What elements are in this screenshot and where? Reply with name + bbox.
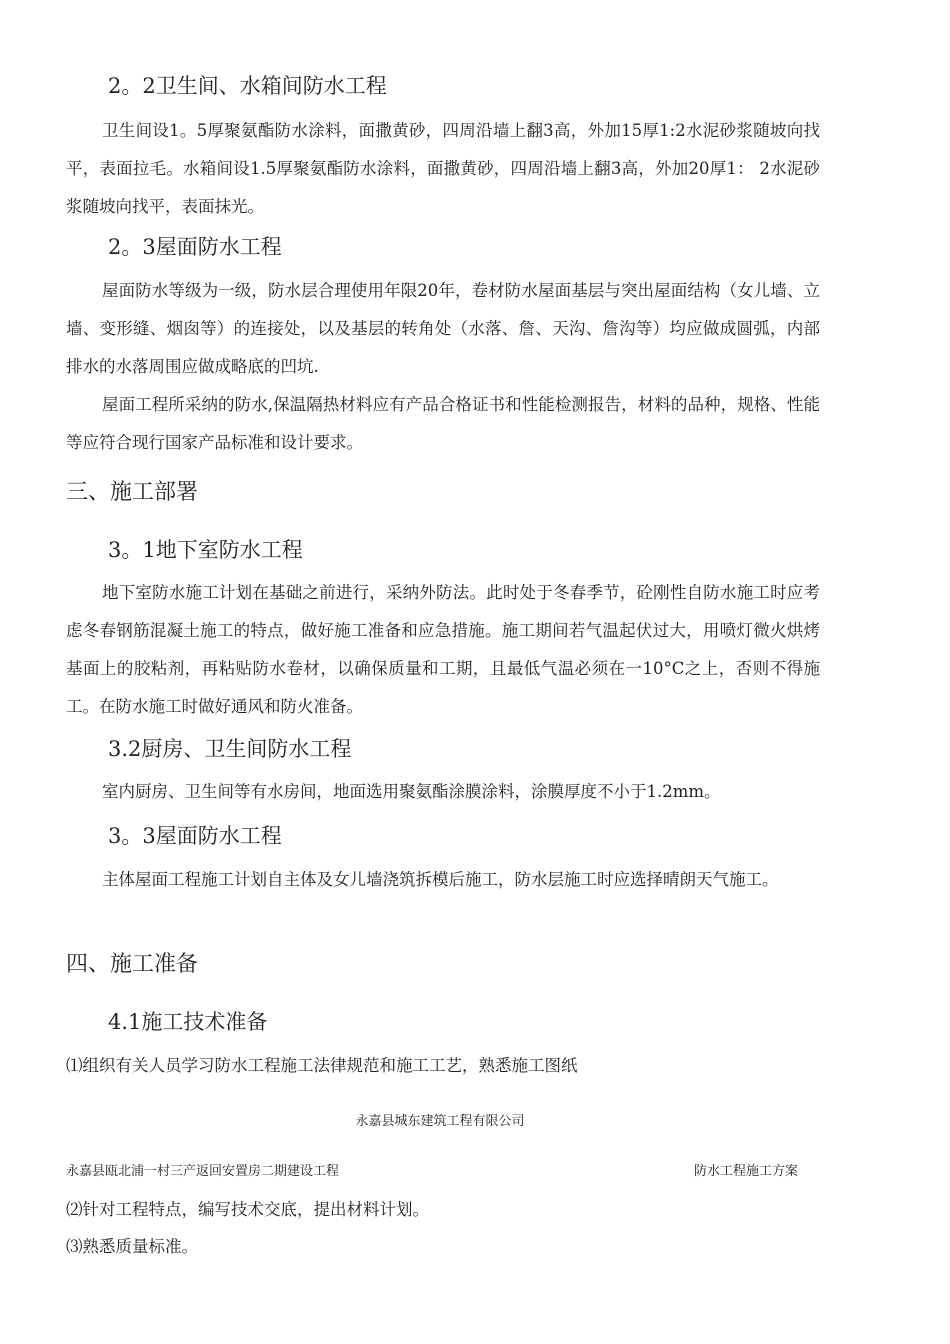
section-4-1-item-2: ⑵针对工程特点，编写技术交底，提出材料计划。 [66,1200,429,1219]
section-2-3-body-1: 屋面防水等级为一级，防水层合理使用年限20年，卷材防水屋面基层与突出屋面结构（女儿墙、立墙、变形缝、烟囱等）的连接处，以及基层的转角处（水落、詹、天沟、詹沟等）均应做成圆弧，内部排水的水落周围应做成略底的凹坑. [66,281,820,376]
section-2-3-body-2: 屋面工程所采纳的防水,保温隔热材料应有产品合格证书和性能检测报告，材料的品种，规格、性能等应符合现行国家产品标准和设计要求。 [66,395,820,452]
section-2-2-body: 卫生间设1。5厚聚氨酯防水涂料，面撒黄砂，四周沿墙上翻3高，外加15厚1:2水泥砂浆随坡向找平，表面拉毛。水箱间设1.5厚聚氨酯防水涂料，面撒黄砂，四周沿墙上翻3高，外加20厚1： 2水泥砂浆随坡向找平，表面抹光。 [66,121,820,216]
section-3-1-body: 地下室防水施工计划在基础之前进行，采纳外防法。此时处于冬春季节，砼刚性自防水施工时应考虑冬春钢筋混凝土施工的特点，做好施工准备和应急措施。施工期间若气温起伏过大，用喷灯微火烘烤基面上的胶粘剂，再粘贴防水卷材，以确保质量和工期，且最低气温必须在一10°C之上，否则不得施工。在防水施工时做好通风和防火准备。 [66,583,820,716]
section-4-1-title: 4.1施工技术准备 [108,1010,268,1034]
section-4-title: 四、施工准备 [66,952,199,977]
section-3-3-body: 主体屋面工程施工计划自主体及女儿墙浇筑拆模后施工，防水层施工时应选择晴朗天气施工。 [102,870,779,889]
section-4-1-item-3: ⑶熟悉质量标准。 [66,1237,198,1256]
section-2-3-title: 2。3屋面防水工程 [108,235,282,259]
section-3-1-title: 3。1地下室防水工程 [108,538,303,562]
section-3-2-body: 室内厨房、卫生间等有水房间，地面选用聚氨酯涂膜涂料，涂膜厚度不小于1.2mm。 [102,782,721,801]
section-3-3-title: 3。3屋面防水工程 [108,824,282,848]
section-3-title: 三、施工部署 [66,480,199,505]
section-4-1-item-1: ⑴组织有关人员学习防水工程施工法律规范和施工工艺，熟悉施工图纸 [66,1056,578,1075]
section-3-2-title: 3.2厨房、卫生间防水工程 [108,737,352,761]
header-document-title: 防水工程施工方案 [694,1164,799,1179]
section-2-2-title: 2。2卫生间、水箱间防水工程 [108,74,387,98]
header-project-name: 永嘉县瓯北浦一村三产返回安置房二期建设工程 [66,1164,340,1179]
footer-company: 永嘉县城东建筑工程有限公司 [355,1114,525,1129]
